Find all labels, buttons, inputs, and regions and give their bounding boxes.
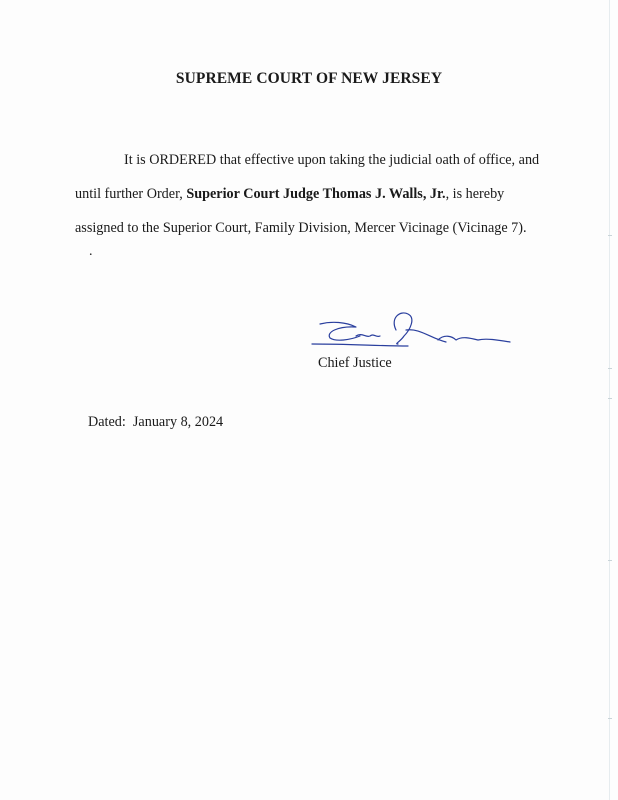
signature [310, 308, 515, 356]
scan-edge-tick [608, 560, 612, 561]
judge-name: Superior Court Judge Thomas J. Walls, Jr. [186, 186, 446, 202]
order-line-2 [75, 177, 555, 211]
scan-edge-tick [608, 368, 612, 369]
signature-ink [312, 313, 510, 346]
order-paragraph [75, 143, 555, 245]
scan-edge-tick [608, 235, 612, 236]
document-title: SUPREME COURT OF NEW JERSEY [175, 70, 443, 87]
scan-edge-tick [608, 718, 612, 719]
order-line-1: It is ORDERED that effective upon taking the judicial oath of office, and [124, 152, 540, 168]
dated-line: Dated: January 8, 2024 [88, 414, 224, 430]
scan-edge-line [609, 0, 610, 800]
signatory-title: Chief Justice [318, 355, 392, 371]
order-line-3: assigned to the Superior Court, Family Division, Mercer Vicinage (Vicinage 7). [75, 220, 527, 236]
stray-mark: . [89, 244, 93, 259]
scan-edge-tick [608, 398, 612, 399]
order-line-2-pre: until further Order, [75, 186, 187, 202]
order-line-2-post: , is hereby [445, 186, 505, 202]
